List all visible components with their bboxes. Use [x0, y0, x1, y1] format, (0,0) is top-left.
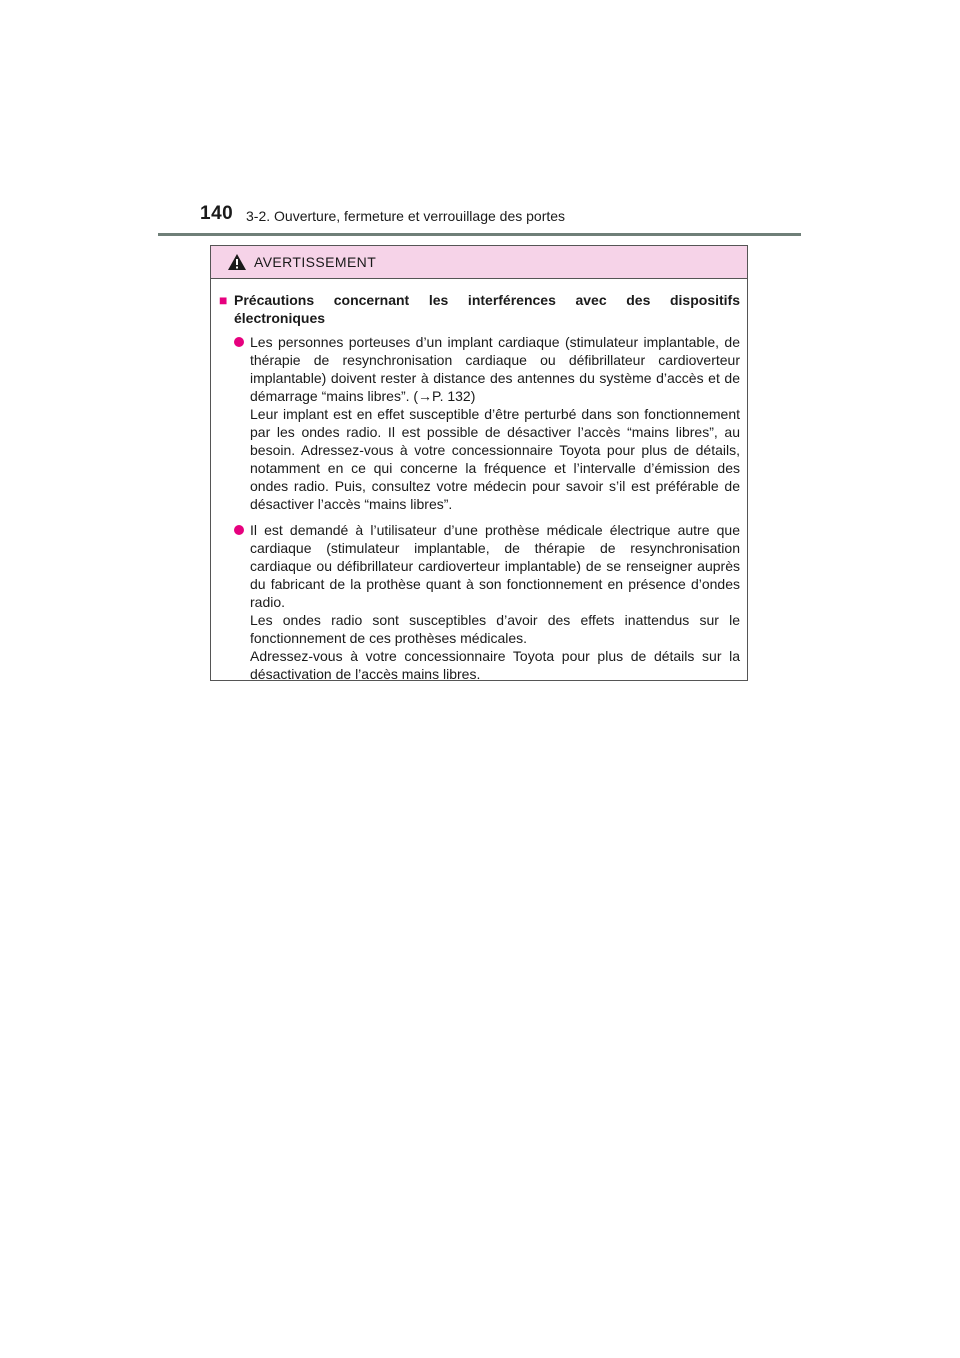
list-item: [234, 521, 740, 683]
warning-heading-row: [219, 291, 740, 327]
warning-box: [210, 245, 748, 681]
header-divider: [158, 233, 801, 236]
warning-header: [211, 246, 747, 279]
list-item: [234, 333, 740, 513]
square-bullet-icon: ■: [219, 292, 228, 308]
section-title: 3-2. Ouverture, fermeture et verrouillage des portes: [246, 208, 566, 224]
list-item-text: [250, 333, 740, 513]
round-bullet-icon: [234, 333, 250, 347]
warning-body: [211, 279, 747, 683]
paragraph: Adressez-vous à votre concessionnaire Toyota pour plus de détails sur la désactivation de l’accès mains libres.: [250, 648, 740, 682]
paragraph: Les personnes porteuses d’un implant cardiaque (stimulateur implantable, de thérapie de resynchronisation cardiaque ou défibrillateur cardioverteur implantable) doivent rester à distance des antennes du système d’accès et de démarrage “mains libres”. (→P. 132): [250, 334, 740, 404]
paragraph: Les ondes radio sont susceptibles d’avoir des effets inattendus sur le fonctionnement de ces prothèses médicales.: [250, 612, 740, 646]
page-number: 140: [200, 203, 234, 224]
warning-heading: Précautions concernant les interférences avec des dispositifs électroniques: [234, 292, 740, 326]
warning-label: AVERTISSEMENT: [254, 254, 377, 270]
warning-triangle-icon: [227, 253, 247, 271]
round-bullet-icon: [234, 521, 250, 535]
paragraph: Il est demandé à l’utilisateur d’une prothèse médicale électrique autre que cardiaque (stimulateur implantable, de thérapie de resynchronisation cardiaque ou défibrillateur cardioverteur implantable) de se renseigner auprès du fabricant de la prothèse quant à son fonctionnement en présence d’ondes radio.: [250, 522, 740, 610]
paragraph: Leur implant est en effet susceptible d’être perturbé dans son fonctionnement par les ondes radio. Il est possible de désactiver l’accès “mains libres”, au besoin. Adressez-vous à votre concessionnaire Toyota pour plus de détails, notamment en ce qui concerne la fréquence et l’intervalle d’émission des ondes radio. Puis, consultez votre médecin pour savoir s’il est préférable de désactiver l’accès “mains libres”.: [250, 406, 740, 512]
list-item-text: [250, 521, 740, 683]
